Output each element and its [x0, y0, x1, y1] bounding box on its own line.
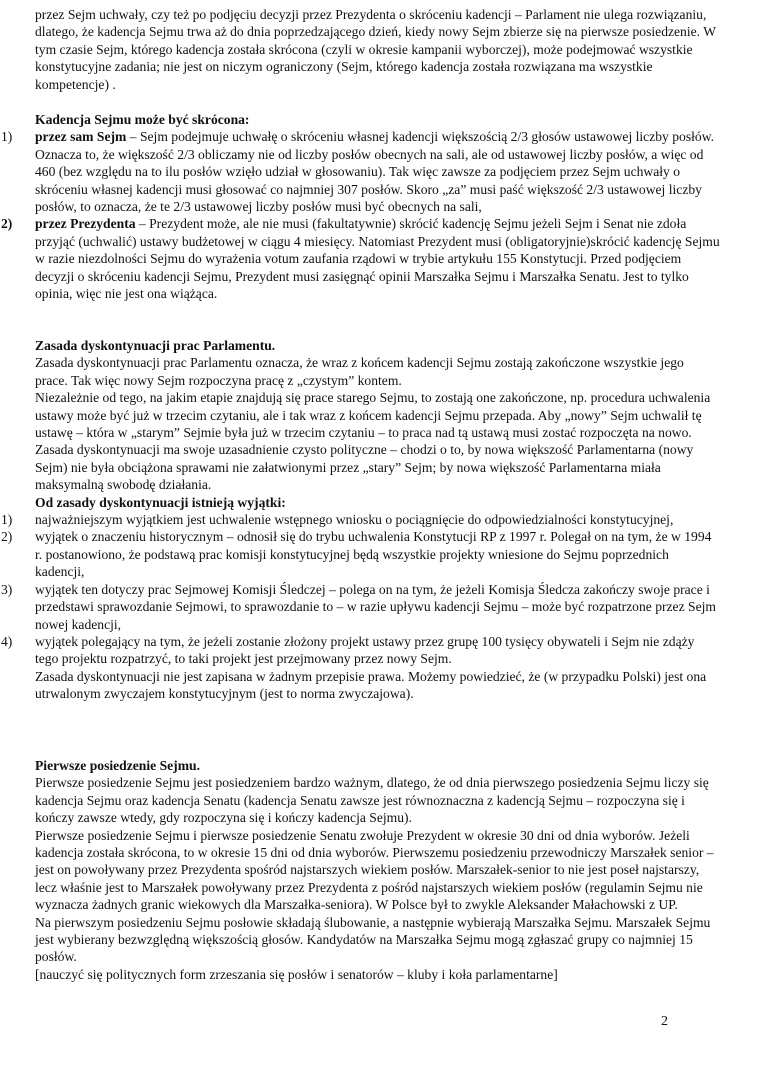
list-number: 1)	[1, 512, 13, 528]
paragraph: Zasada dyskontynuacji prac Parlamentu oznacza, że wraz z końcem kadencji Sejmu zostają zakończone wszystkie jego prace. Tak więc nowy Sejm rozpoczyna pracę z „czystym” kontem.	[35, 355, 684, 388]
list-item-term: przez sam Sejm	[35, 129, 127, 145]
paragraph: Na pierwszym posiedzeniu Sejmu posłowie składają ślubowanie, a następnie wybierają Marszałka Sejmu. Marszałek Sejmu jest wybierany bezwzględną większością głosów. Kandydatów na Marszałka Sejmu mogą zgłaszać grupy co najmniej 15 posłów.	[35, 914, 711, 965]
paragraph: Zasada dyskontynuacji nie jest zapisana w żadnym przepisie prawa. Możemy powiedzieć, że (w przypadku Polski) jest ona utrwalonym zwyczajem konstytucyjnym (jest to norma zwyczajowa).	[35, 668, 707, 702]
list-number: 3)	[1, 581, 13, 597]
intro-paragraph: przez Sejm uchwały, czy też po podjęciu decyzji przez Prezydenta o skróceniu kadencji – Parlament nie ulega rozwiązaniu, dlatego, że kadencja Sejmu trwa aż do dnia poprzedzającego dzień, kiedy nowy Sejm zbierze się na pierwsze posiedzenie. W tym czasie Sejm, którego kadencja została skrócona (czyli w okresie kampanii wyborczej), może podejmować wszystkie konstytucyjne zadania; nie jest on niczym ograniczony (Sejm, którego kadencja została rozwiązana ma wszystkie kompetencje) .	[35, 7, 716, 92]
list-item-term: przez Prezydenta	[35, 216, 136, 232]
paragraph: Pierwsze posiedzenie Sejmu i pierwsze posiedzenie Senatu zwołuje Prezydent w okresie 30 dni od dnia wyborów. Jeżeli kadencja została skrócona, to w okresie 15 dni od dnia wyborów. Pierwszemu posiedzeniu przewodniczy Marszałek senior – jest on powoływany przez Prezydenta spośród najstarszych wiekiem posłów. Marszałek-senior to nie jest poseł najstarszy, lecz właśnie jest to Marszałek powoływany przez Prezydenta z pośród najstarszych wiekiem posłów (regulamin Sejmu nie wyznacza żadnych granic wiekowych dla Marszałka-seniora). W Polsce był to zwykle Aleksander Małachowski z UP.	[35, 827, 714, 913]
list-item-text: – Sejm podejmuje uchwałę o skróceniu własnej kadencji większością 2/3 głosów ustawowej liczby posłów. Oznacza to, że większość 2/3 obliczamy nie od liczby posłów obecnych na sali, ale od ustawowej liczby posłów, a więc od 460 (bez względu na to ilu posłów wzięło udział w głosowaniu). Tak więc zawsze za podjęciem przez Sejm uchwały o skróceniu własnej kadencji musi głosować co najmniej 307 posłów. Skoro „za” musi paść większość 2/3 ustawowej liczby posłów, to oznacza, że te 2/3 ustawowej liczby posłów musi być obecnych na sali,	[35, 129, 715, 215]
section-heading: Kadencja Sejmu może być skrócona:	[35, 112, 250, 127]
list-number: 2)	[1, 216, 13, 232]
intro-block	[35, 6, 720, 93]
list-item-text: najważniejszym wyjątkiem jest uchwalenie wstępnego wniosku o pociągnięcie do odpowiedzialności konstytucyjnej,	[35, 512, 674, 528]
list-item	[1, 215, 720, 302]
list-item	[1, 581, 720, 633]
list-item-text: wyjątek ten dotyczy prac Sejmowej Komisji Śledczej – polega on na tym, że jeżeli Komisja Śledcza zakończy swoje prace i przedstawi sprawozdanie Sejmowi, to sprawozdanie to – w razie upływu kadencji Sejmu – może być rozpatrzone przez Sejm nowej kadencji,	[35, 581, 716, 632]
paragraph: Niezależnie od tego, na jakim etapie znajdują się prace starego Sejmu, to zostają one zakończone, np. procedura uchwalenia ustawy może być już w trzecim czytaniu, ale i tak wraz z końcem kadencji Sejmu przepada. Aby „nowy” Sejm uchwalił tę ustawę – która w „starym” Sejmie była już w trzecim czytaniu – to praca nad tą ustawą musi zostać rozpoczęta na nowo.	[35, 390, 711, 441]
list-number: 2)	[1, 529, 13, 545]
list-item-text: wyjątek polegający na tym, że jeżeli zostanie złożony projekt ustawy przez grupę 100 tysięcy obywateli i Sejm nie zdąży tego projektu rozpatrzyć, to taki projekt jest przejmowany przez nowy Sejm.	[35, 633, 695, 667]
list-item-text: – Prezydent może, ale nie musi (fakultatywnie) skrócić kadencję Sejmu jeżeli Sejm i Senat nie zdoła przyjąć (uchwalić) ustawy budżetowej w ciągu 4 miesięcy. Natomiast Prezydent musi (obligatoryjnie)skrócić kadencję Sejmu w razie niezdolności Sejmu do wyrażenia votum zaufania rządowi w trybie artykułu 155 Konstytucji. Przed podjęciem decyzji o skróceniu kadencji Sejmu, Prezydent musi zasięgnąć opinii Marszałka Sejmu i Marszałka Senatu. Jest to tylko opinia, więc nie jest ona wiążąca.	[35, 216, 720, 302]
section-first-sitting	[35, 757, 720, 983]
exceptions-heading: Od zasady dyskontynuacji istnieją wyjątki:	[35, 494, 286, 510]
paragraph: [nauczyć się politycznych form zrzeszania się posłów i senatorów – kluby i koła parlamentarne]	[35, 966, 558, 982]
list-number: 1)	[1, 129, 13, 145]
page-number: 2	[661, 1014, 668, 1029]
list-item-text: wyjątek o znaczeniu historycznym – odnosił się do trybu uchwalenia Konstytucji RP z 1997 r. Polegał on na tym, że w 1994 r. postanowiono, że podstawą prac komisji konstytucyjnej będą wszystkie projekty wniesione do Sejmu poprzednich kadencji,	[35, 529, 712, 580]
list-item	[1, 633, 720, 668]
section-discontinuity	[1, 337, 720, 703]
section-heading: Zasada dyskontynuacji prac Parlamentu.	[35, 338, 276, 353]
paragraph: Zasada dyskontynuacji ma swoje uzasadnienie czysto polityczne – chodzi o to, by nowa większość Parlamentarna (nowy Sejm) nie była obciążona sprawami nie załatwionymi przez „stary” Sejm; by nowa większość Parlamentarna miała maksymalną swobodę działania.	[35, 442, 694, 493]
section-heading: Pierwsze posiedzenie Sejmu.	[35, 758, 200, 773]
list-item	[1, 511, 720, 528]
list-number: 4)	[1, 633, 13, 649]
list-item	[1, 128, 720, 215]
section-shortening	[1, 111, 720, 302]
list-item	[1, 528, 720, 580]
paragraph: Pierwsze posiedzenie Sejmu jest posiedzeniem bardzo ważnym, dlatego, że od dnia pierwszego posiedzenia Sejmu liczy się kadencja Sejmu oraz kadencja Senatu (kadencja Senatu zawsze jest równoznaczna z kadencją Sejmu – rozpoczyna się i kończy zawsze wtedy, gdy rozpoczyna się i kończy kadencja Sejmu).	[35, 775, 709, 826]
